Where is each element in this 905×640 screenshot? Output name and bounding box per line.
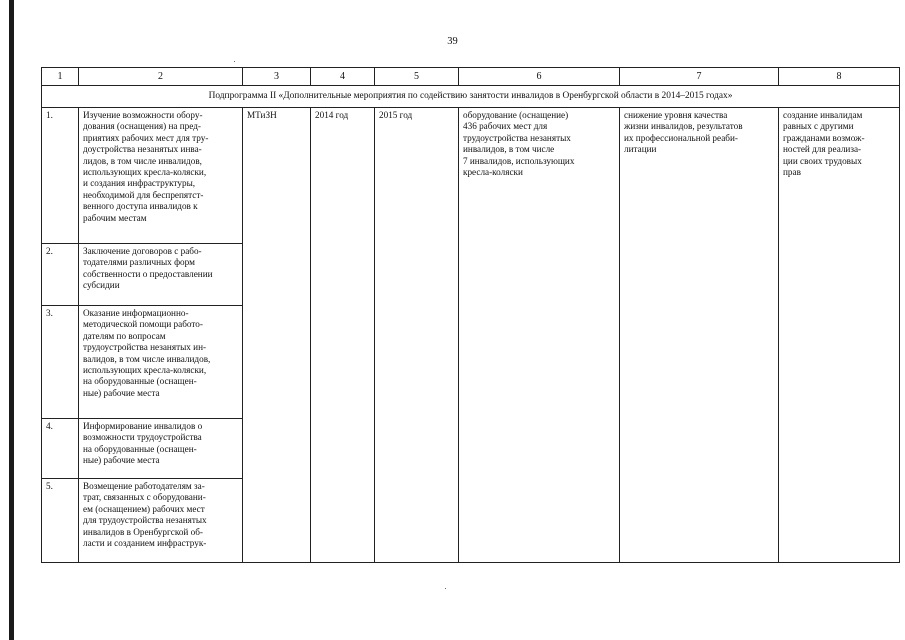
column-header: 1 <box>42 68 79 86</box>
table-row <box>42 108 900 244</box>
subprogram-row <box>42 86 900 108</box>
row-number: 1. <box>42 108 79 244</box>
row-number: 2. <box>42 244 79 306</box>
measure-text: Информирование инвалидов о возможности трудоустройства на оборудованные (оснащен- ные) рабочие места <box>79 419 243 479</box>
effect-cell: создание инвалидам равных с другими гражданами возмож- ностей для реализа- ции своих трудовых прав <box>779 108 900 563</box>
scan-speck <box>234 61 235 62</box>
page-binding-edge <box>9 0 14 640</box>
column-header: 8 <box>779 68 900 86</box>
scan-speck <box>445 588 446 589</box>
measure-text: Оказание информационно- методической помощи работо- дателям по вопросам трудоустройства незанятых ин- валидов, в том числе инвалидов, использующих кресла-коляски, на оборудованные (оснащен- ные) рабочие места <box>79 306 243 419</box>
page-number: 39 <box>447 36 458 47</box>
column-header: 6 <box>459 68 620 86</box>
subprogram-title: Подпрограмма II «Дополнительные мероприятия по содействию занятости инвалидов в Оренбургской области в 2014–2015 годах» <box>42 86 900 108</box>
column-header: 3 <box>243 68 311 86</box>
measures-table <box>41 67 900 563</box>
row-number: 5. <box>42 479 79 563</box>
column-header: 4 <box>311 68 375 86</box>
column-header: 5 <box>375 68 459 86</box>
measure-text: Изучение возможности обору- дования (оснащения) на пред- приятиях рабочих мест для тру- доустройства незанятых инва- лидов, в том числе инвалидов, использующих кресла-коляски, и создания инфраструктуры, необходимой для беспрепятст- венного доступа инвалидов к рабочим местам <box>79 108 243 244</box>
end-year-cell: 2015 год <box>375 108 459 563</box>
column-number-row <box>42 68 900 86</box>
column-header: 2 <box>79 68 243 86</box>
consequences-cell: снижение уровня качества жизни инвалидов, результатов их профессиональной реаби- литации <box>620 108 779 563</box>
measure-text: Возмещение работодателям за- трат, связанных с оборудовани- ем (оснащением) рабочих мест для трудоустройства незанятых инвалидов в Оренбургской об- ласти и созданием инфраструк- <box>79 479 243 563</box>
row-number: 4. <box>42 419 79 479</box>
row-number: 3. <box>42 306 79 419</box>
start-year-cell: 2014 год <box>311 108 375 563</box>
result-indicator-cell: оборудование (оснащение) 436 рабочих мест для трудоустройства незанятых инвалидов, в том числе 7 инвалидов, использующих кресла-коляски <box>459 108 620 563</box>
executor-cell: МТиЗН <box>243 108 311 563</box>
column-header: 7 <box>620 68 779 86</box>
measure-text: Заключение договоров с рабо- тодателями различных форм собственности о предоставлении субсидии <box>79 244 243 306</box>
